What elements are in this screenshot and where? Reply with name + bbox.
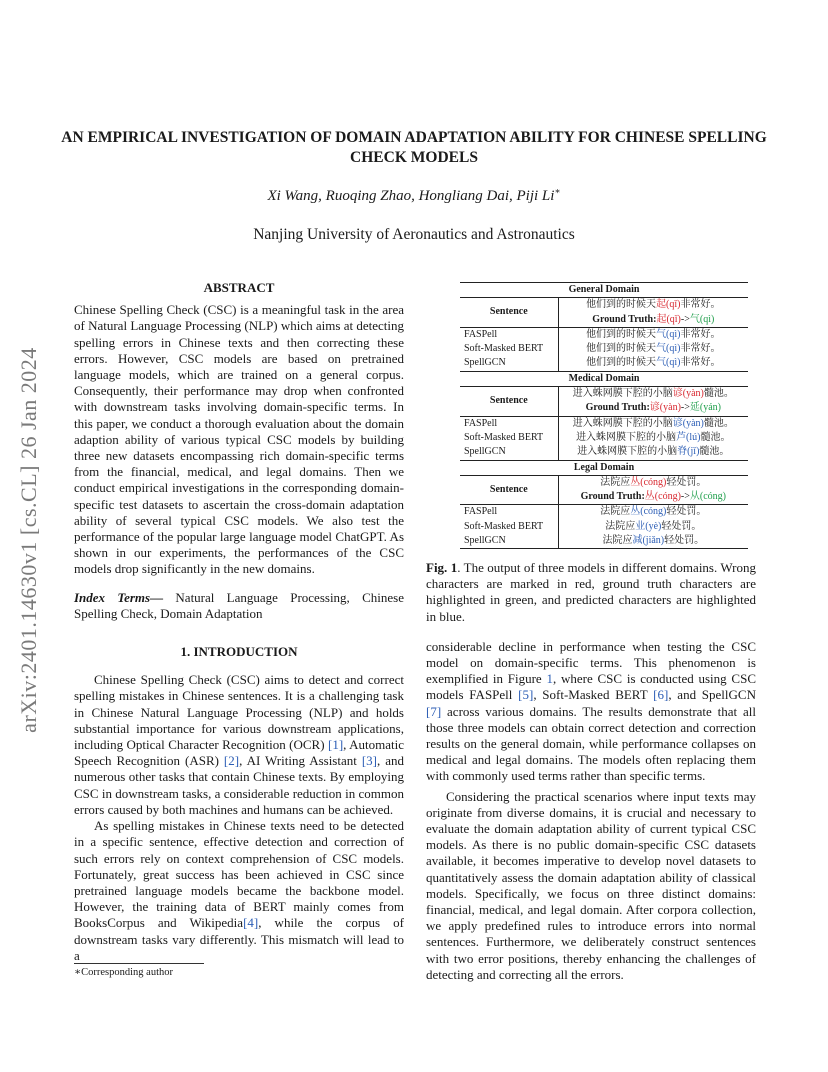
author-mark: ∗: [554, 186, 561, 196]
model-name: Soft-Masked BERT: [460, 520, 558, 534]
model-output: 法院应丛(cóng)轻处罚。: [558, 505, 748, 520]
intro-paragraph-1: Chinese Spelling Check (CSC) aims to detect and correct spelling mistakes in Chinese sentences. It is a challenging task in Chinese Natural Language Processing (NLP) and holds substantial importance for various downstream applications, including Optical Character Recognition (OCR) [1], Automatic Speech Recognition (ASR) [2], AI Writing Assistant [3], and numerous other tasks that contain Chinese texts. By employing CSC in downstream tasks, a considerable reduction in common errors caused by both machines and humans can be achieved.: [74, 672, 404, 817]
legal-domain-header: Legal Domain: [460, 460, 748, 475]
medical-domain-block: [460, 371, 748, 460]
medical-domain-header: Medical Domain: [460, 371, 748, 386]
sentence-label: Sentence: [460, 387, 558, 417]
general-domain-block: [460, 283, 748, 372]
affiliation: Nanjing University of Aeronautics and Astronautics: [253, 226, 575, 243]
model-name: SpellGCN: [460, 534, 558, 549]
model-name: SpellGCN: [460, 445, 558, 460]
ground-truth: Ground Truth:谚(yàn)->延(yán): [585, 402, 721, 414]
paper-title: AN EMPIRICAL INVESTIGATION OF DOMAIN ADAPTATION ABILITY FOR CHINESE SPELLING CHECK MODELS: [61, 129, 767, 166]
citation-1[interactable]: [1]: [327, 737, 344, 753]
index-terms-text: Natural Language Processing, Chinese Spelling Check, Domain Adaptation: [74, 589, 404, 621]
general-domain-header: General Domain: [460, 283, 748, 298]
ground-truth: Ground Truth:起(qǐ)->气(qì): [592, 313, 715, 325]
citation-6[interactable]: [6]: [653, 687, 669, 703]
model-output: 他们到的时候天气(qì)非常好。: [586, 343, 721, 355]
model-output: 进入蛛网膜下腔的小脑谚(yàn)髓池。: [558, 416, 748, 431]
abstract-text: Chinese Spelling Check (CSC) is a meaningful task in the area of Natural Language Processing (NLP) which aims at detecting spelling errors in Chinese texts and then correcting these errors. However, CSC models are based on pretrained language models, which are trained on a general corpus. Consequently, their performance may drop when confronted with downstream tasks involving domain-specific terms. In this paper, we conduct a thorough evaluation about the domain adaption ability of various typical CSC models by building three new datasets encompassing rich domain-specific terms from the financial, medical, and legal domains. Then we conduct empirical investigations in the corresponding domain-specific test datasets to ascertain the cross-domain adaptation ability of several typical CSC models. We also test the performance of the popular large language model ChatGPT. As shown in our experiments, the performances of the CSC models drop significantly in the new domains.: [74, 302, 404, 577]
figure-1-table: [460, 282, 748, 549]
legal-domain-block: [460, 460, 748, 549]
intro-paragraph-4: Considering the practical scenarios where input texts may originate from diverse domains, it is crucial and necessary to evaluate the domain adaptation ability of current typical CSC models. As there is no public domain-specific CSC datasets available, it becomes imperative to develop novel datasets to quantitatively assess the domain adaptation ability of classical models. Specifically, we focus on three distinct domains: financial, medical, and legal domain. After corpora collection, we apply predefined rules to introduce errors into normal sentences. Furthermore, we deliberately construct sentences with two error positions, thereby enhancing the challenges of detecting and correcting all the errors.: [426, 788, 756, 982]
footnote: ∗Corresponding author: [74, 967, 173, 978]
model-name: FASPell: [460, 505, 558, 520]
input-sentence: 他们到的时候天起(qǐ)非常好。: [558, 298, 748, 313]
author-names: Xi Wang, Ruoqing Zhao, Hongliang Dai, Piji Li: [267, 188, 555, 204]
model-output: 进入蛛网膜下腔的小脑脊(jǐ)髓池。: [577, 446, 730, 458]
figure-1-link[interactable]: 1: [546, 671, 553, 687]
intro-heading: 1. INTRODUCTION: [180, 644, 298, 660]
right-column: [426, 560, 756, 983]
arxiv-stamp-text: arXiv:2401.14630v1 [cs.CL] 26 Jan 2024: [16, 347, 41, 733]
model-output: 他们到的时候天气(qì)非常好。: [586, 357, 721, 369]
model-name: Soft-Masked BERT: [460, 431, 558, 445]
sentence-label: Sentence: [460, 475, 558, 505]
left-column: [74, 280, 404, 964]
model-output: 他们到的时候天气(qì)非常好。: [558, 327, 748, 342]
figure-caption-label: Fig. 1: [426, 560, 458, 575]
model-name: SpellGCN: [460, 356, 558, 371]
arxiv-stamp: [14, 300, 44, 780]
model-output: 法院应减(jiǎn)轻处罚。: [558, 534, 748, 549]
figure-caption: [426, 560, 756, 625]
sentence-label: Sentence: [460, 298, 558, 328]
abstract-heading: ABSTRACT: [203, 280, 275, 295]
authors: [60, 186, 768, 205]
model-name: FASPell: [460, 416, 558, 431]
model-output: 进入蛛网膜下腔的小脑芦(lú)髓池。: [576, 431, 731, 443]
ground-truth: Ground Truth:丛(cóng)->从(cóng): [580, 491, 726, 503]
citation-4[interactable]: [4]: [243, 915, 259, 931]
model-name: FASPell: [460, 327, 558, 342]
index-terms-label: Index Terms—: [74, 589, 164, 605]
model-name: Soft-Masked BERT: [460, 342, 558, 356]
intro-paragraph-3: considerable decline in performance when testing the CSC model on domain-specific terms. This phenomenon is exemplified in Figure 1, where CSC is conducted using CSC models FASPell [5], Soft-Masked BERT [6], and SpellGCN [7] across various domains. The results demonstrate that all those three models can obtain correct detection and correction results on the general domain, while performance collapses on medical and legal domains. The models often replacing them with commonly used terms rather than specific terms.: [426, 638, 756, 784]
intro-paragraph-2: As spelling mistakes in Chinese texts need to be detected in a specific sentence, effective detection and correction of such errors rely on context comprehension of CSC models. Fortunately, great success has been achieved in CSC since pretrained language models became the backbone model. However, the training data of BERT mainly comes from BooksCorpus and Wikipedia[4], while the corpus of downstream tasks vary differently. This mismatch will lead to a: [74, 818, 404, 963]
index-terms: [74, 590, 404, 622]
input-sentence: 法院应丛(cóng)轻处罚。: [558, 475, 748, 490]
footnote-rule: [74, 963, 204, 964]
model-output: 法院应业(yè)轻处罚。: [605, 520, 702, 532]
input-sentence: 进入蛛网膜下腔的小脑谚(yàn)髓池。: [558, 387, 748, 402]
citation-5[interactable]: [5]: [518, 687, 534, 703]
citation-2[interactable]: [2]: [223, 753, 240, 769]
citation-3[interactable]: [3]: [361, 753, 377, 769]
figure-caption-text: . The output of three models in different domains. Wrong characters are marked in red, ground truth characters are highlighted in green, and predicted characters are highlighted in blue.: [426, 560, 756, 624]
citation-7[interactable]: [7]: [426, 703, 442, 719]
